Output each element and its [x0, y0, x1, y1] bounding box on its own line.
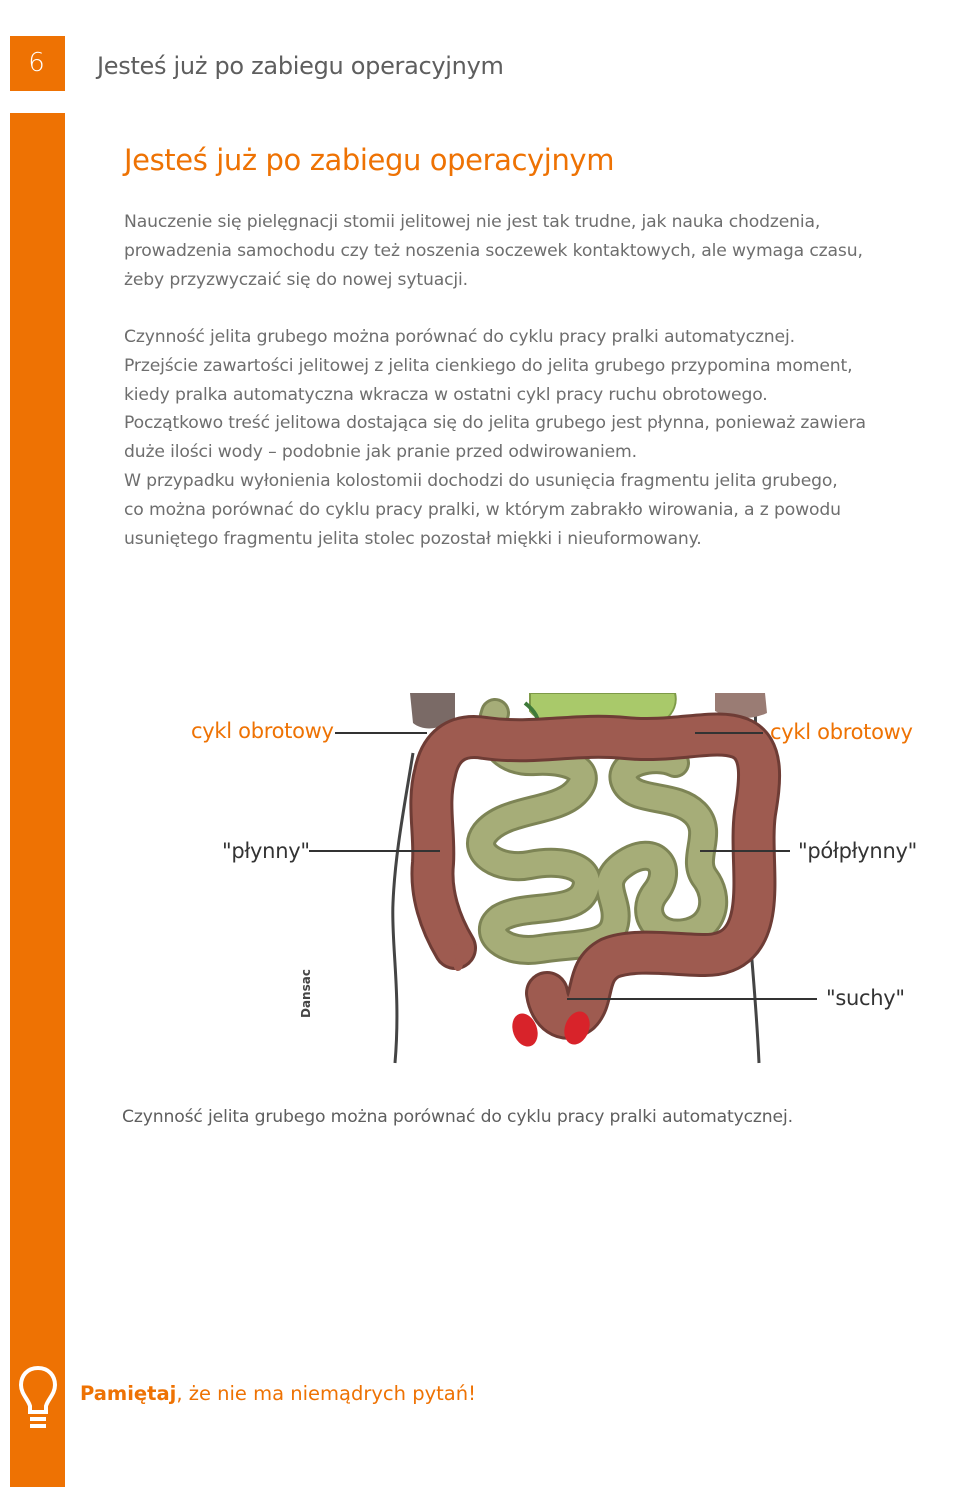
body-paragraph [124, 323, 960, 553]
text-line: Nauczenie się pielęgnacji stomii jelitowej nie jest tak trudne, jak nauka chodzenia, [124, 212, 821, 232]
brand-mark: Dansac [299, 969, 313, 1018]
text-line: kiedy pralka automatyczna wkracza w ostatni cykl pracy ruchu obrotowego. [124, 384, 768, 405]
tip-emphasis: Pamiętaj [80, 1382, 177, 1405]
tip-text [80, 1382, 476, 1405]
page-number: 6 [10, 36, 65, 91]
figure-caption: Czynność jelita grubego można porównać do cyklu pracy pralki automatycznej. [122, 1107, 793, 1127]
text-line: Początkowo treść jelitowa dostająca się do jelita grubego jest płynna, ponieważ zawiera [124, 413, 866, 434]
label-cycle-right: cykl obrotowy [770, 720, 913, 744]
text-line: prowadzenia samochodu czy też noszenia soczewek kontaktowych, ale wymaga czasu, [124, 240, 863, 261]
text-line: duże ilości wody – podobnie jak pranie przed odwirowaniem. [124, 442, 637, 463]
label-cycle-left: cykl obrotowy [191, 719, 334, 743]
text-line: W przypadku wyłonienia kolostomii dochodzi do usunięcia fragmentu jelita grubego, [124, 470, 838, 491]
label-dry: "suchy" [826, 986, 905, 1010]
section-title: Jesteś już po zabiegu operacyjnym [124, 143, 615, 177]
running-header: Jesteś już po zabiegu operacyjnym [97, 52, 504, 80]
intro-paragraph [124, 208, 960, 294]
text-line: usuniętego fragmentu jelita stolec pozostał miękki i nieuformowany. [124, 528, 702, 549]
text-line: co można porównać do cyklu pracy pralki, w którym zabrakło wirowania, a z powodu [124, 499, 841, 520]
label-semi-liquid: "półpłynny" [798, 839, 917, 863]
lightbulb-icon [18, 1364, 58, 1434]
text-line: Przejście zawartości jelitowej z jelita cienkiego do jelita grubego przypomina moment, [124, 355, 853, 376]
label-liquid: "płynny" [222, 839, 310, 863]
intestine-drawing [155, 693, 960, 1093]
tip-rest: , że nie ma niemądrych pytań! [176, 1382, 476, 1405]
intestine-illustration [155, 693, 960, 1093]
side-accent-bar [10, 113, 65, 1487]
text-line: Czynność jelita grubego można porównać do cyklu pracy pralki automatycznej. [124, 327, 795, 347]
text-line: żeby przyzwyczaić się do nowej sytuacji. [124, 269, 468, 290]
